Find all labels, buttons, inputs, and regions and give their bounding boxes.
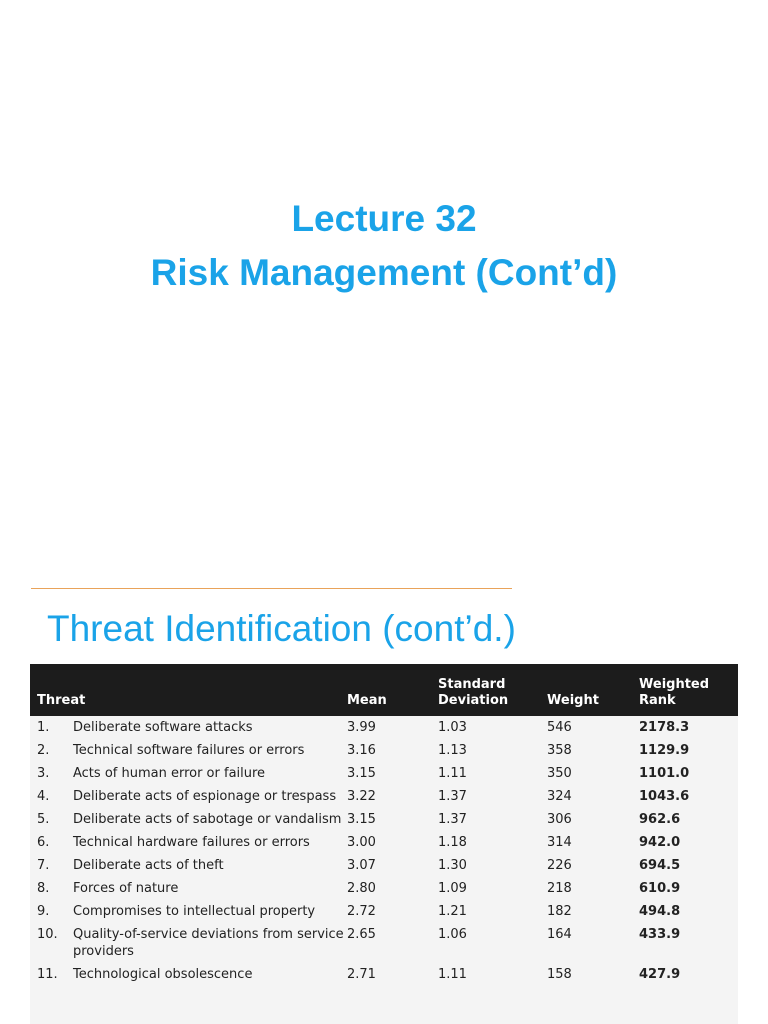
header-rank-line2: Rank <box>639 693 676 708</box>
header-sd-line1: Standard <box>438 677 506 692</box>
table-row <box>30 831 738 854</box>
cell-mean: 3.07 <box>347 858 376 873</box>
cell-number: 7. <box>37 858 50 873</box>
cell-number: 2. <box>37 743 50 758</box>
cell-weight: 306 <box>547 812 572 827</box>
cell-threat: Deliberate software attacks <box>73 720 253 735</box>
cell-threat: Compromises to intellectual property <box>73 904 316 919</box>
cell-weight: 324 <box>547 789 572 804</box>
cell-weight: 182 <box>547 904 572 919</box>
cell-mean: 2.72 <box>347 904 376 919</box>
cell-number: 8. <box>37 881 50 896</box>
table-header-row <box>30 664 738 716</box>
slide-title <box>0 192 768 300</box>
cell-threat: Acts of human error or failure <box>73 766 266 781</box>
cell-weight: 158 <box>547 967 572 982</box>
cell-weighted-rank: 694.5 <box>639 858 681 873</box>
cell-standard-deviation: 1.09 <box>438 881 467 896</box>
cell-number: 1. <box>37 720 50 735</box>
lecture-topic: Risk Management (Cont’d) <box>150 252 618 293</box>
cell-mean: 3.00 <box>347 835 376 850</box>
cell-weighted-rank: 942.0 <box>639 835 681 850</box>
table-row <box>30 877 738 900</box>
cell-standard-deviation: 1.03 <box>438 720 467 735</box>
cell-mean: 3.99 <box>347 720 376 735</box>
cell-weighted-rank: 610.9 <box>639 881 681 896</box>
header-sd-line2: Deviation <box>438 693 509 708</box>
cell-number: 10. <box>37 927 58 942</box>
cell-weight: 226 <box>547 858 572 873</box>
cell-number: 5. <box>37 812 50 827</box>
cell-weight: 358 <box>547 743 572 758</box>
header-weight: Weight <box>547 664 639 716</box>
header-mean: Mean <box>347 664 438 716</box>
cell-weighted-rank: 433.9 <box>639 927 681 942</box>
cell-number: 3. <box>37 766 50 781</box>
table-row <box>30 963 738 986</box>
cell-weight: 350 <box>547 766 572 781</box>
cell-mean: 2.65 <box>347 927 376 942</box>
header-rank-line1: Weighted <box>639 677 710 692</box>
cell-standard-deviation: 1.30 <box>438 858 467 873</box>
cell-mean: 2.80 <box>347 881 376 896</box>
cell-weighted-rank: 1043.6 <box>639 789 690 804</box>
cell-weighted-rank: 1129.9 <box>639 743 690 758</box>
cell-standard-deviation: 1.11 <box>438 766 467 781</box>
cell-weight: 314 <box>547 835 572 850</box>
cell-mean: 3.16 <box>347 743 376 758</box>
table-row <box>30 808 738 831</box>
header-standard-deviation <box>438 664 547 716</box>
cell-threat: Technological obsolescence <box>73 967 253 982</box>
table-row <box>30 716 738 739</box>
cell-mean: 3.15 <box>347 812 376 827</box>
cell-weighted-rank: 494.8 <box>639 904 681 919</box>
cell-standard-deviation: 1.06 <box>438 927 467 942</box>
cell-standard-deviation: 1.37 <box>438 789 467 804</box>
threat-table <box>30 664 738 986</box>
cell-mean: 3.22 <box>347 789 376 804</box>
cell-weight: 546 <box>547 720 572 735</box>
cell-weight: 218 <box>547 881 572 896</box>
cell-threat: Deliberate acts of sabotage or vandalism <box>73 812 342 827</box>
table-row <box>30 739 738 762</box>
table-body <box>30 716 738 986</box>
cell-weighted-rank: 427.9 <box>639 967 681 982</box>
cell-threat: Deliberate acts of theft <box>73 858 224 873</box>
section-title: Threat Identification (cont’d.) <box>47 608 516 649</box>
cell-threat: Quality-of-service deviations from service providers <box>73 927 344 959</box>
cell-threat: Technical software failures or errors <box>73 743 305 758</box>
cell-number: 6. <box>37 835 50 850</box>
cell-weighted-rank: 2178.3 <box>639 720 690 735</box>
table-row <box>30 854 738 877</box>
cell-standard-deviation: 1.37 <box>438 812 467 827</box>
cell-weight: 164 <box>547 927 572 942</box>
cell-standard-deviation: 1.21 <box>438 904 467 919</box>
cell-standard-deviation: 1.11 <box>438 967 467 982</box>
cell-number: 9. <box>37 904 50 919</box>
cell-weighted-rank: 962.6 <box>639 812 681 827</box>
lecture-number: Lecture 32 <box>291 198 477 239</box>
cell-threat: Deliberate acts of espionage or trespass <box>73 789 337 804</box>
cell-number: 11. <box>37 967 58 982</box>
cell-mean: 2.71 <box>347 967 376 982</box>
cell-threat: Technical hardware failures or errors <box>73 835 310 850</box>
table-row <box>30 923 738 963</box>
table-row <box>30 762 738 785</box>
cell-standard-deviation: 1.13 <box>438 743 467 758</box>
header-weighted-rank <box>639 664 738 716</box>
cell-number: 4. <box>37 789 50 804</box>
cell-weighted-rank: 1101.0 <box>639 766 690 781</box>
cell-threat: Forces of nature <box>73 881 179 896</box>
section-divider <box>31 588 512 589</box>
table-row <box>30 900 738 923</box>
cell-standard-deviation: 1.18 <box>438 835 467 850</box>
header-threat: Threat <box>30 664 347 716</box>
threat-table-container <box>30 664 738 1024</box>
table-row <box>30 785 738 808</box>
cell-mean: 3.15 <box>347 766 376 781</box>
